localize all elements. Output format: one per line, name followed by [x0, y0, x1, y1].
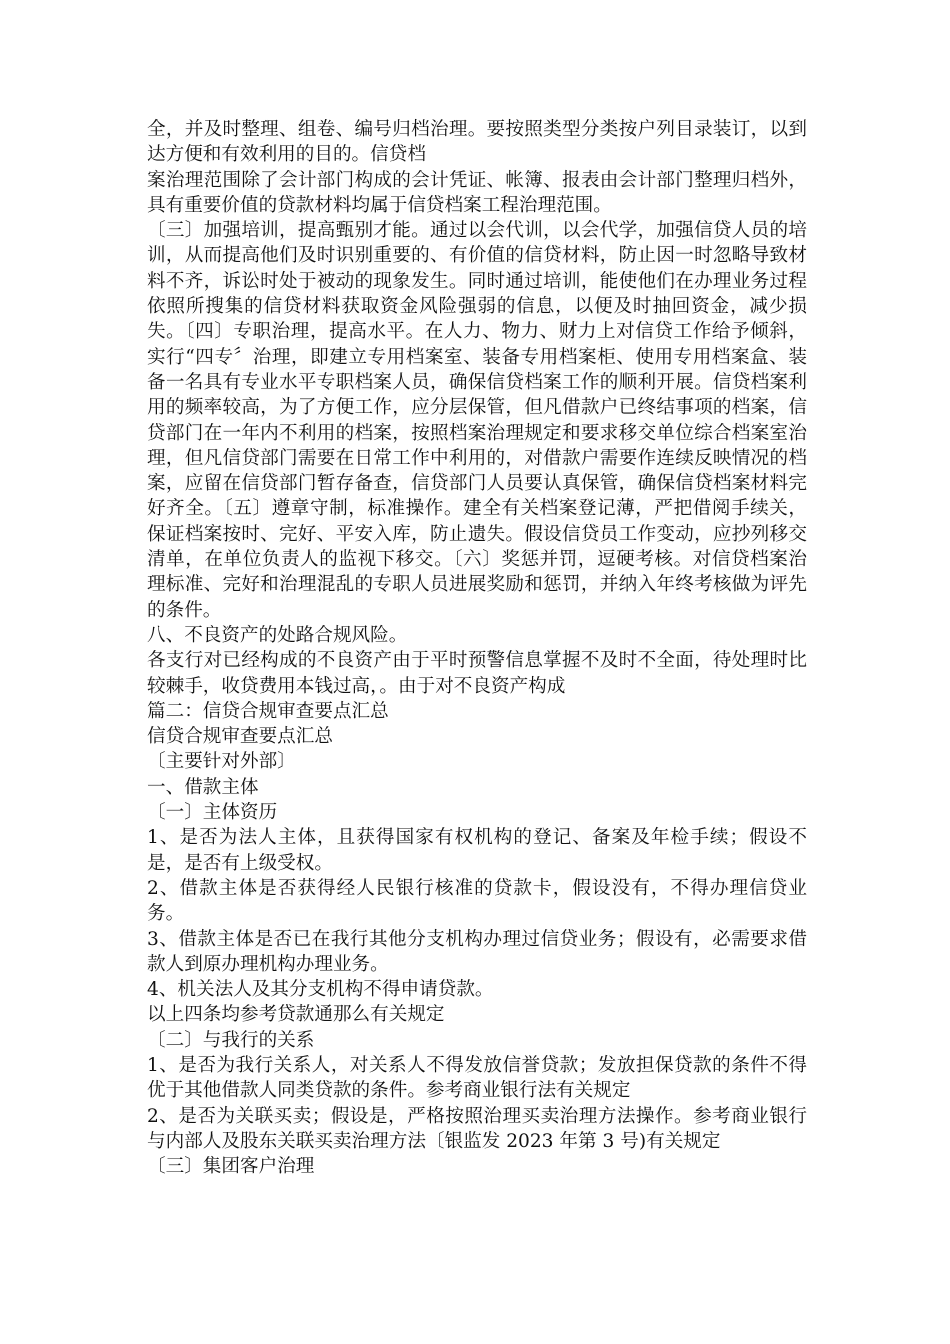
list-item: 2、借款主体是否获得经人民银行核准的贷款卡，假设没有，不得办理信贷业务。 [147, 877, 807, 925]
paragraph: 案治理范围除了会计部门构成的会计凭证、帐簿、报表由会计部门整理归档外，具有重要价值的贷款材料均属于信贷档案工程治理范围。 [147, 169, 807, 216]
section-heading: 一、借款主体 [147, 776, 259, 798]
list-item: 2、是否为关联买卖；假设是，严格按照治理买卖治理方法操作。参考商业银行与内部人及股东关联买卖治理方法〔银监发 2023 年第 3 号)有关规定 [147, 1105, 807, 1152]
reference-note: 以上四条均参考贷款通那么有关规定 [147, 1004, 445, 1026]
subsection-heading: 〔二〕与我行的关系 [147, 1029, 315, 1051]
list-item: 1、是否为我行关系人，对关系人不得发放信誉贷款；发放担保贷款的条件不得优于其他借款人同类贷款的条件。参考商业银行法有关规定 [147, 1054, 807, 1102]
subsection-heading: 〔三〕集团客户治理 [147, 1156, 315, 1178]
document-body [147, 117, 807, 1179]
document-title: 信贷合规审查要点汇总 [147, 726, 333, 748]
subsection-heading: 〔一〕主体资历 [147, 802, 278, 824]
paragraph: 各支行对已经构成的不良资产由于平时预警信息掌握不及时不全面，待处理时比较棘手，收贷费用本钱过高，。由于对不良资产构成 [147, 650, 807, 697]
list-item: 1、是否为法人主体，且获得国家有权机构的登记、备案及年检手续；假设不是，是否有上级受权。 [147, 827, 807, 874]
paragraph: 全，并及时整理、组卷、编号归档治理。要按照类型分类按户列目录装订，以到达方便和有效利用的目的。信贷档 [147, 119, 807, 166]
paragraph: 〔三〕加强培训，提高甄别才能。通过以会代训，以会代学，加强信贷人员的培训，从而提高他们及时识别重要的、有价值的信贷材料，防止因一时忽略导致材料不齐，诉讼时处于被动的现象发生。同时通过培训，能使他们在办理业务过程依照所搜集的信贷材料获取资金风险强弱的信息，以便及时抽回资金，减少损失。〔四〕专职治理，提高水平。在人力、物力、财力上对信贷工作给予倾斜，实行“四专〞治理，即建立专用档案室、装备专用档案柜、使用专用档案盒、装备一名具有专业水平专职档案人员，确保信贷档案工作的顺利开展。信贷档案利用的频率较高，为了方便工作，应分层保管，但凡借款户已终结事项的档案，信贷部门在一年内不利用的档案，按照档案治理规定和要求移交单位综合档案室治理，但凡信贷部门需要在日常工作中利用的，对借款户需要作连续反映情况的档案，应留在信贷部门暂存备查，信贷部门人员要认真保管，确保信贷档案材料完好齐全。〔五〕遵章守制，标准操作。建全有关档案登记薄，严把借阅手续关，保证档案按时、完好、平安入库，防止遗失。假设信贷员工作变动，应抄列移交清单，在单位负责人的监视下移交。〔六〕奖惩并罚，逗硬考核。对信贷档案治理标准、完好和治理混乱的专职人员进展奖励和惩罚，并纳入年终考核做为评先的条件。 [147, 220, 807, 621]
subtitle-note: 〔主要针对外部〕 [147, 751, 296, 773]
chapter-title: 篇二：信贷合规审查要点汇总 [147, 700, 389, 722]
list-item: 4、机关法人及其分支机构不得申请贷款。 [147, 979, 494, 1001]
list-item: 3、借款主体是否已在我行其他分支机构办理过信贷业务；假设有，必需要求借款人到原办理机构办理业务。 [147, 928, 807, 975]
section-heading: 八、不良资产的处路合规风险。 [147, 624, 408, 646]
